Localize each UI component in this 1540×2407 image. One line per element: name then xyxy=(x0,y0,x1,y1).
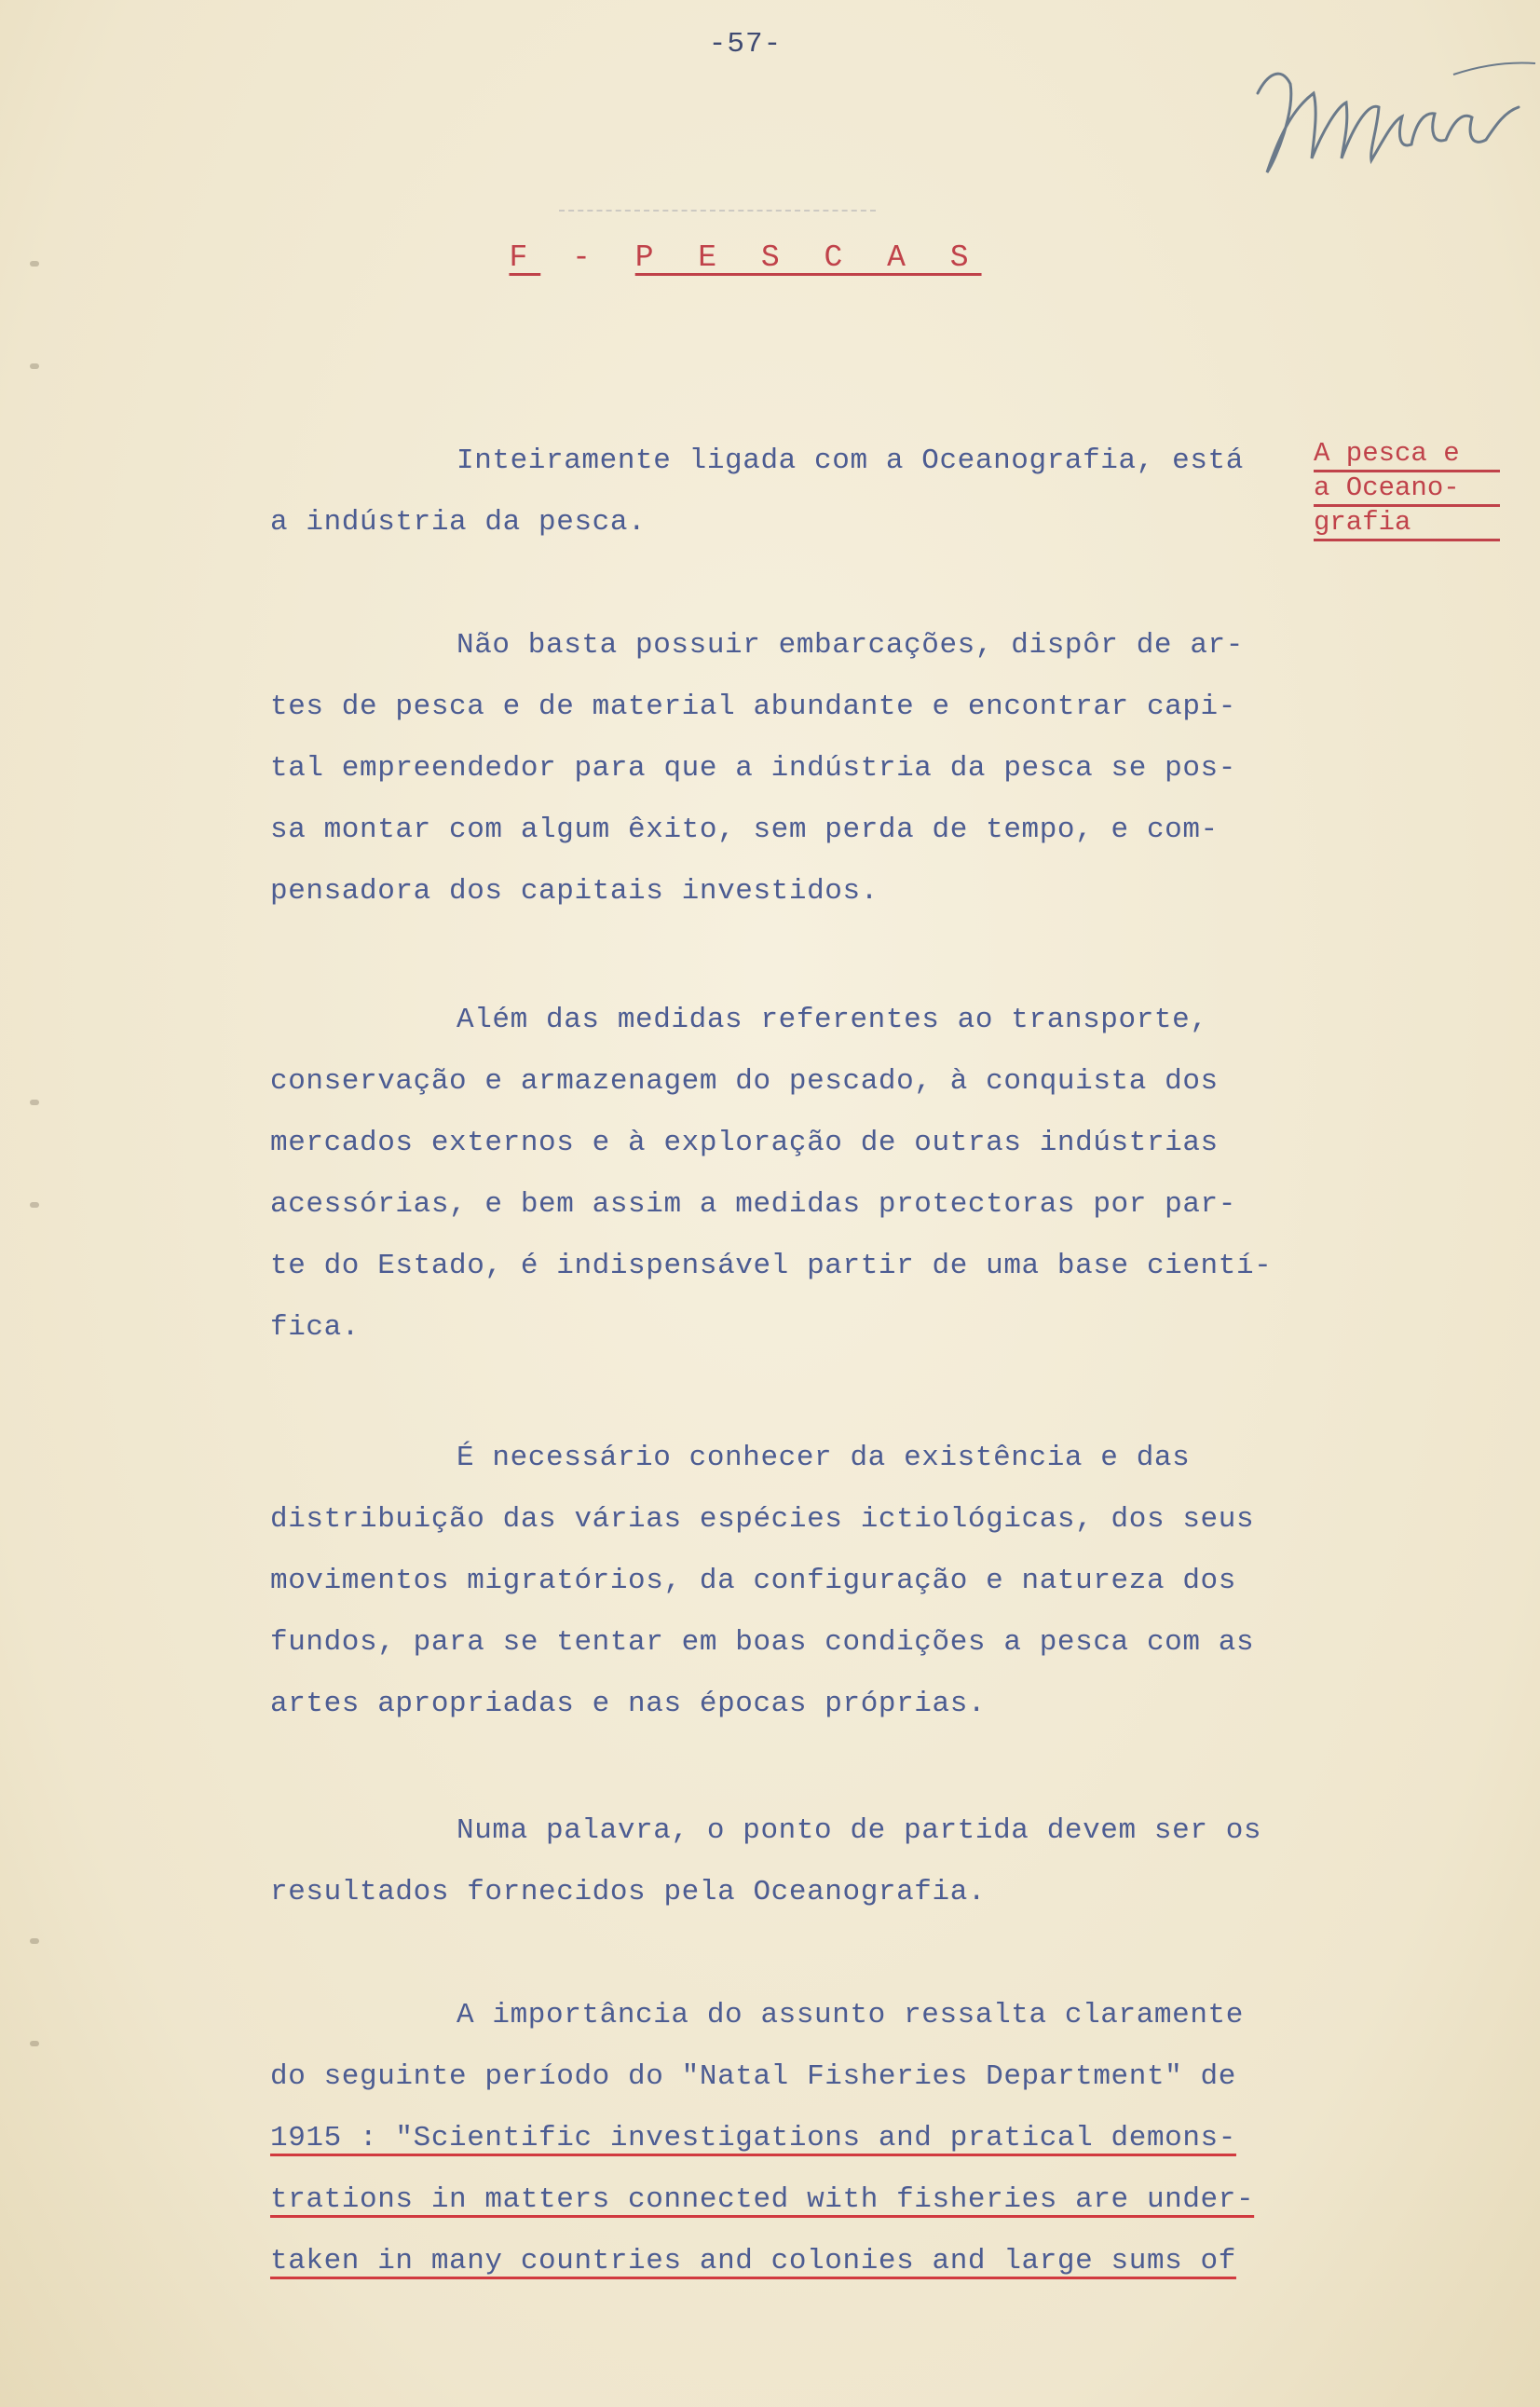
text-line: Não basta possuir embarcações, dispôr de ar- xyxy=(457,629,1244,662)
margin-note-line: a Oceano- xyxy=(1314,472,1500,507)
underlined-text: 1915 : "Scientific investigations and pratical demons- xyxy=(270,2122,1236,2154)
text-line: sa montar com algum êxito, sem perda de tempo, e com- xyxy=(270,814,1219,846)
text-line: te do Estado, é indispensável partir de uma base cientí- xyxy=(270,1250,1273,1282)
text-line: movimentos migratórios, da configuração e natureza dos xyxy=(270,1565,1236,1597)
text-line: fundos, para se tentar em boas condições a pesca com as xyxy=(270,1626,1255,1659)
text-line-underlined xyxy=(270,2231,1323,2292)
text-line: conservação e armazenagem do pescado, à conquista dos xyxy=(270,1065,1219,1098)
text-line: pensadora dos capitais investidos. xyxy=(270,875,879,908)
text-line: A importância do assunto ressalta claramente xyxy=(457,1999,1244,2031)
text-line: Inteiramente ligada com a Oceanografia, está xyxy=(457,444,1244,477)
paragraph xyxy=(270,1800,1323,1923)
heading-letter: F xyxy=(509,240,541,275)
text-line-underlined xyxy=(270,2108,1323,2169)
margin-note-line: A pesca e xyxy=(1314,438,1500,472)
heading-separator: - xyxy=(572,240,604,275)
paragraph xyxy=(270,1428,1323,1735)
faint-strikethrough xyxy=(559,210,876,225)
text-line: resultados fornecidos pela Oceanografia. xyxy=(270,1876,987,1908)
page-number: -57- xyxy=(708,28,783,61)
text-line: tes de pesca e de material abundante e encontrar capi- xyxy=(270,691,1236,723)
text-line: artes apropriadas e nas épocas próprias. xyxy=(270,1688,987,1720)
underlined-text: taken in many countries and colonies and large sums of xyxy=(270,2245,1236,2277)
text-line: Além das medidas referentes ao transporte, xyxy=(457,1004,1208,1036)
text-line: a indústria da pesca. xyxy=(270,506,647,539)
paragraph xyxy=(270,615,1323,923)
margin-note xyxy=(1314,438,1500,541)
heading-title: P E S C A S xyxy=(634,240,982,275)
handwritten-signature xyxy=(1239,56,1537,205)
text-line: Numa palavra, o ponto de partida devem ser os xyxy=(457,1814,1262,1847)
text-line: distribuição das várias espécies ictiológicas, dos seus xyxy=(270,1503,1255,1536)
text-line: acessórias, e bem assim a medidas protectoras por par- xyxy=(270,1188,1236,1221)
underlined-text: trations in matters connected with fisheries are under- xyxy=(270,2183,1255,2216)
text-line: É necessário conhecer da existência e das xyxy=(457,1442,1191,1474)
paragraph xyxy=(270,431,1323,554)
paragraph xyxy=(270,990,1323,1359)
text-line: mercados externos e à exploração de outras indústrias xyxy=(270,1127,1219,1159)
text-line: fica. xyxy=(270,1311,361,1344)
margin-note-line: grafia xyxy=(1314,507,1500,541)
text-line: do seguinte período do "Natal Fisheries Department" de xyxy=(270,2060,1236,2093)
text-line: tal empreendedor para que a indústria da pesca se pos- xyxy=(270,752,1236,785)
text-line-underlined xyxy=(270,2169,1323,2231)
section-heading xyxy=(0,240,1491,275)
paragraph xyxy=(270,1985,1323,2292)
